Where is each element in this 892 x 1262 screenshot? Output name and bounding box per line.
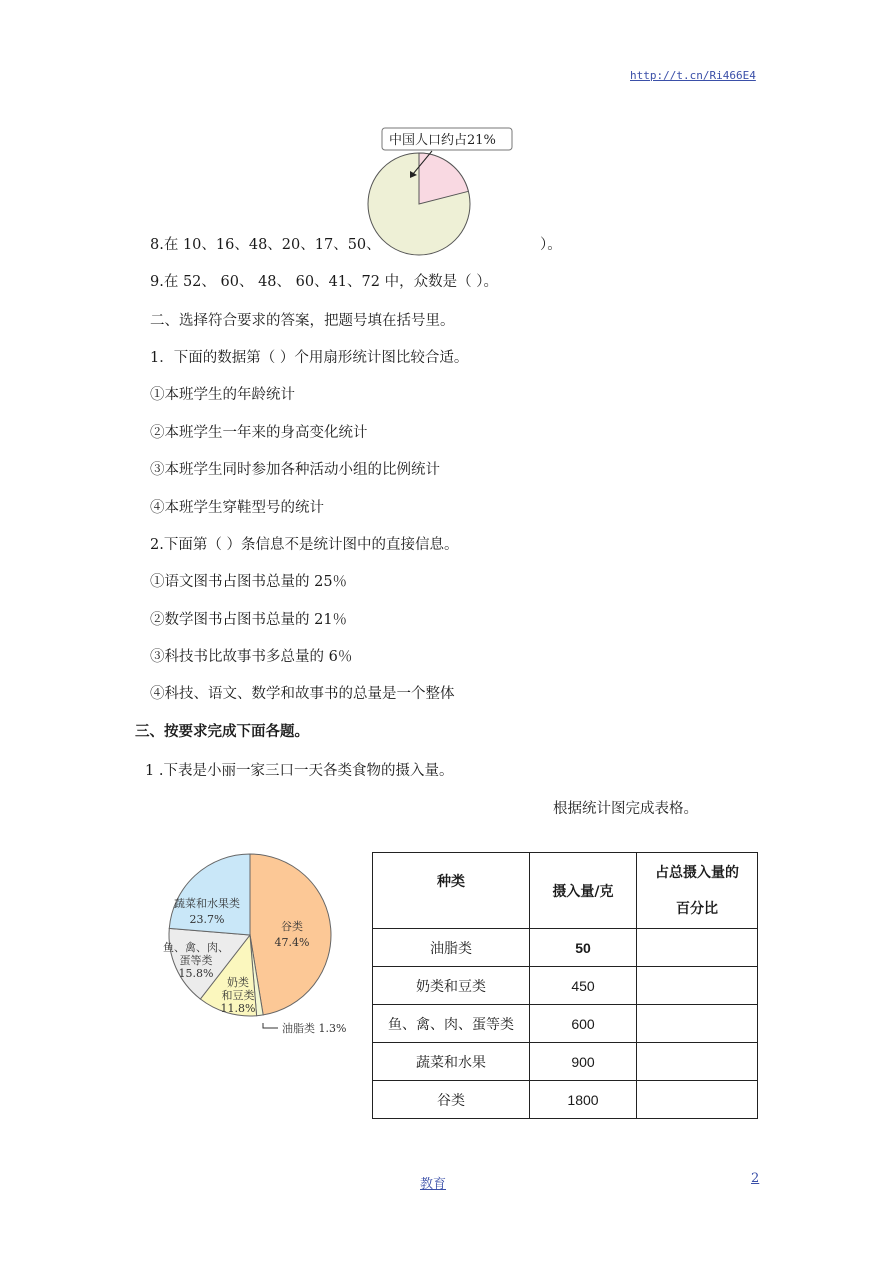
pie-slice	[250, 854, 331, 1015]
q2-option: ①语文图书占图书总量的 25％	[150, 574, 348, 590]
pie-slice-label: 油脂类 1.3%	[282, 1022, 347, 1035]
pie-slice-label: 谷类	[281, 920, 303, 933]
q1-option: ②本班学生一年来的身高变化统计	[150, 425, 368, 441]
cell-amount: 1800	[530, 1081, 637, 1119]
cell-amount: 900	[530, 1043, 637, 1081]
pie-slice-label: 和豆类	[221, 989, 255, 1002]
question-8-suffix: ）。	[540, 237, 562, 253]
cell-type: 谷类	[373, 1081, 530, 1119]
food-table	[372, 852, 758, 1119]
table-row	[373, 929, 758, 967]
food-pie-chart	[150, 845, 365, 1045]
cell-percent[interactable]	[637, 1043, 758, 1081]
pie-slice-label: 11.8%	[220, 1002, 256, 1015]
q2-option: ③科技书比故事书多总量的 6％	[150, 649, 353, 665]
cell-type: 蔬菜和水果	[373, 1043, 530, 1081]
question-9: 9.在 52、 60、 48、 60、41、72 中，众数是（ ）。	[150, 274, 498, 290]
q1-option: ①本班学生的年龄统计	[150, 387, 295, 403]
cell-percent[interactable]	[637, 1081, 758, 1119]
population-pie-chart	[360, 120, 520, 260]
q1-option: ④本班学生穿鞋型号的统计	[150, 500, 324, 516]
oil-leader-line	[263, 1023, 278, 1028]
cell-amount: 50	[530, 929, 637, 967]
header-type: 种类	[373, 853, 530, 929]
pie-slice-label: 47.4%	[274, 936, 310, 949]
table-row	[373, 1043, 758, 1081]
cell-type: 奶类和豆类	[373, 967, 530, 1005]
section-2-q1-stem: 1．下面的数据第（ ）个用扇形统计图比较合适。	[150, 350, 469, 366]
section-2-q2-stem: 2.下面第（ ）条信息不是统计图中的直接信息。	[150, 537, 459, 553]
question-8-prefix: 8.在 10、16、48、20、17、50、	[150, 237, 381, 253]
q2-option: ④科技、语文、数学和故事书的总量是一个整体	[150, 686, 455, 702]
header-percent: 占总摄入量的 百分比	[637, 853, 758, 929]
population-callout-label: 中国人口约占21%	[389, 133, 496, 148]
footer-link[interactable]: 教育	[420, 1177, 447, 1192]
table-row	[373, 1081, 758, 1119]
q1-option: ③本班学生同时参加各种活动小组的比例统计	[150, 462, 440, 478]
q2-option: ②数学图书占图书总量的 21％	[150, 612, 348, 628]
section-3-q1-stem: 1 .下表是小丽一家三口一天各类食物的摄入量。	[145, 763, 454, 779]
table-row	[373, 1005, 758, 1043]
cell-percent[interactable]	[637, 929, 758, 967]
pie-slice-label: 15.8%	[178, 967, 214, 980]
section-3-instruction: 根据统计图完成表格。	[553, 801, 698, 817]
pie-slice-label: 23.7%	[189, 913, 225, 926]
pie-slice-label: 鱼、禽、肉、	[163, 941, 229, 954]
pie-slice-label: 奶类	[227, 976, 249, 989]
page-number[interactable]: 2	[751, 1171, 760, 1186]
section-3-heading: 三、按要求完成下面各题。	[135, 723, 309, 740]
table-row	[373, 967, 758, 1005]
pie-slice-label: 蔬菜和水果类	[174, 897, 240, 910]
header-link[interactable]: http://t.cn/Ri466E4	[630, 69, 756, 82]
cell-amount: 450	[530, 967, 637, 1005]
cell-type: 油脂类	[373, 929, 530, 967]
cell-percent[interactable]	[637, 967, 758, 1005]
cell-type: 鱼、禽、肉、蛋等类	[373, 1005, 530, 1043]
section-2-heading: 二、选择符合要求的答案，把题号填在括号里。	[150, 313, 455, 329]
pie-slice-label: 蛋等类	[179, 954, 213, 967]
cell-amount: 600	[530, 1005, 637, 1043]
header-amount: 摄入量/克	[530, 853, 637, 929]
cell-percent[interactable]	[637, 1005, 758, 1043]
